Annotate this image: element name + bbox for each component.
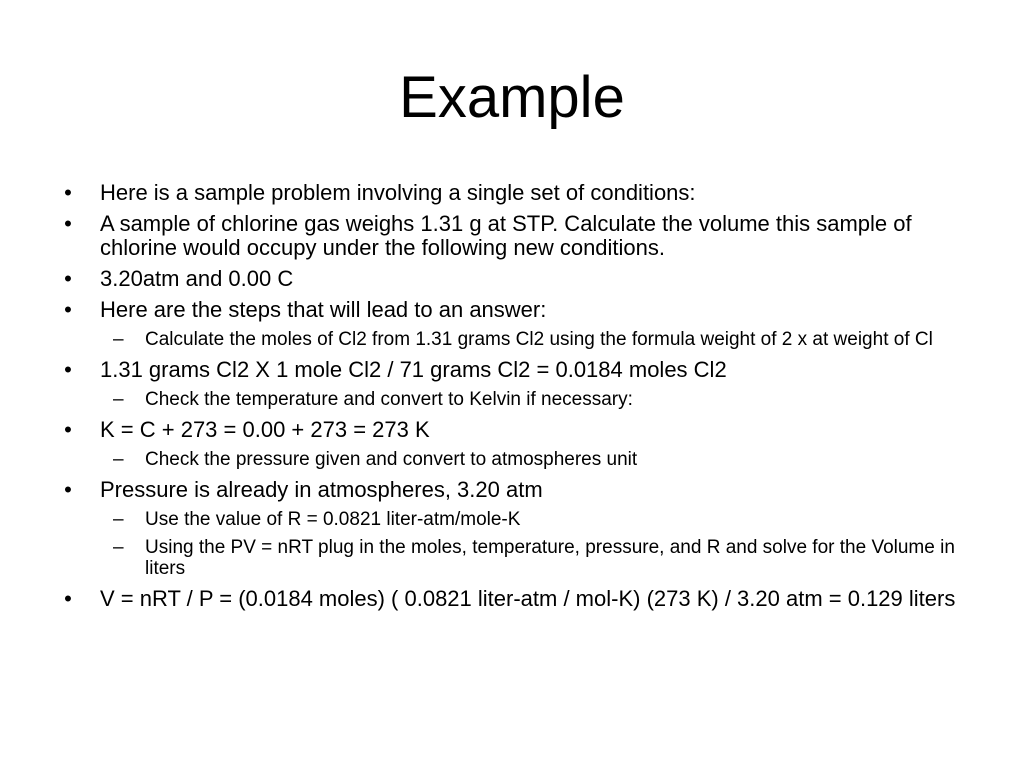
bullet-icon: • xyxy=(64,297,72,322)
bullet-text: A sample of chlorine gas weighs 1.31 g at STP. Calculate the volume this sample of chlorine would occupy under the following new conditions. xyxy=(100,211,912,260)
bullet-item xyxy=(56,358,956,382)
bullet-item xyxy=(56,298,956,322)
bullet-text: Pressure is already in atmospheres, 3.20 atm xyxy=(100,477,543,502)
bullet-item xyxy=(56,212,956,260)
sub-bullet-text: Check the pressure given and convert to atmospheres unit xyxy=(145,449,638,470)
bullet-item xyxy=(56,418,956,442)
bullet-icon: • xyxy=(64,266,72,291)
sub-bullet-item xyxy=(56,329,956,350)
sub-bullet-text: Using the PV = nRT plug in the moles, temperature, pressure, and R and solve for the Volume in liters xyxy=(145,537,955,579)
slide-title: Example xyxy=(399,65,625,130)
sub-bullet-text: Use the value of R = 0.0821 liter-atm/mole-K xyxy=(145,509,521,530)
bullet-icon: • xyxy=(64,586,72,611)
bullet-item xyxy=(56,267,956,291)
sub-bullet-item xyxy=(56,537,956,579)
bullet-text: V = nRT / P = (0.0184 moles) ( 0.0821 liter-atm / mol-K) (273 K) / 3.20 atm = 0.129 liters xyxy=(100,586,956,611)
sub-bullet-item xyxy=(56,449,956,470)
bullet-icon: • xyxy=(64,211,72,236)
bullet-item xyxy=(56,478,956,502)
sub-bullet-text: Check the temperature and convert to Kelvin if necessary: xyxy=(145,389,633,410)
bullet-text: K = C + 273 = 0.00 + 273 = 273 K xyxy=(100,417,430,442)
bullet-text: Here is a sample problem involving a single set of conditions: xyxy=(100,180,696,205)
bullet-text: 3.20atm and 0.00 C xyxy=(100,266,294,291)
sub-bullet-item xyxy=(56,389,956,410)
bullet-item xyxy=(56,587,956,611)
bullet-text: 1.31 grams Cl2 X 1 mole Cl2 / 71 grams Cl2 = 0.0184 moles Cl2 xyxy=(100,357,727,382)
bullet-text: Here are the steps that will lead to an answer: xyxy=(100,297,547,322)
sub-bullet-item xyxy=(56,509,956,530)
bullet-icon: • xyxy=(64,180,72,205)
bullet-icon: • xyxy=(64,357,72,382)
bullet-icon: • xyxy=(64,417,72,442)
sub-bullet-text: Calculate the moles of Cl2 from 1.31 grams Cl2 using the formula weight of 2 x at weight of Cl xyxy=(145,329,933,350)
dash-icon: – xyxy=(113,509,124,530)
dash-icon: – xyxy=(113,329,124,350)
bullet-item xyxy=(56,181,956,205)
dash-icon: – xyxy=(113,537,124,558)
bullet-list xyxy=(56,181,956,618)
dash-icon: – xyxy=(113,389,124,410)
dash-icon: – xyxy=(113,449,124,470)
bullet-icon: • xyxy=(64,477,72,502)
